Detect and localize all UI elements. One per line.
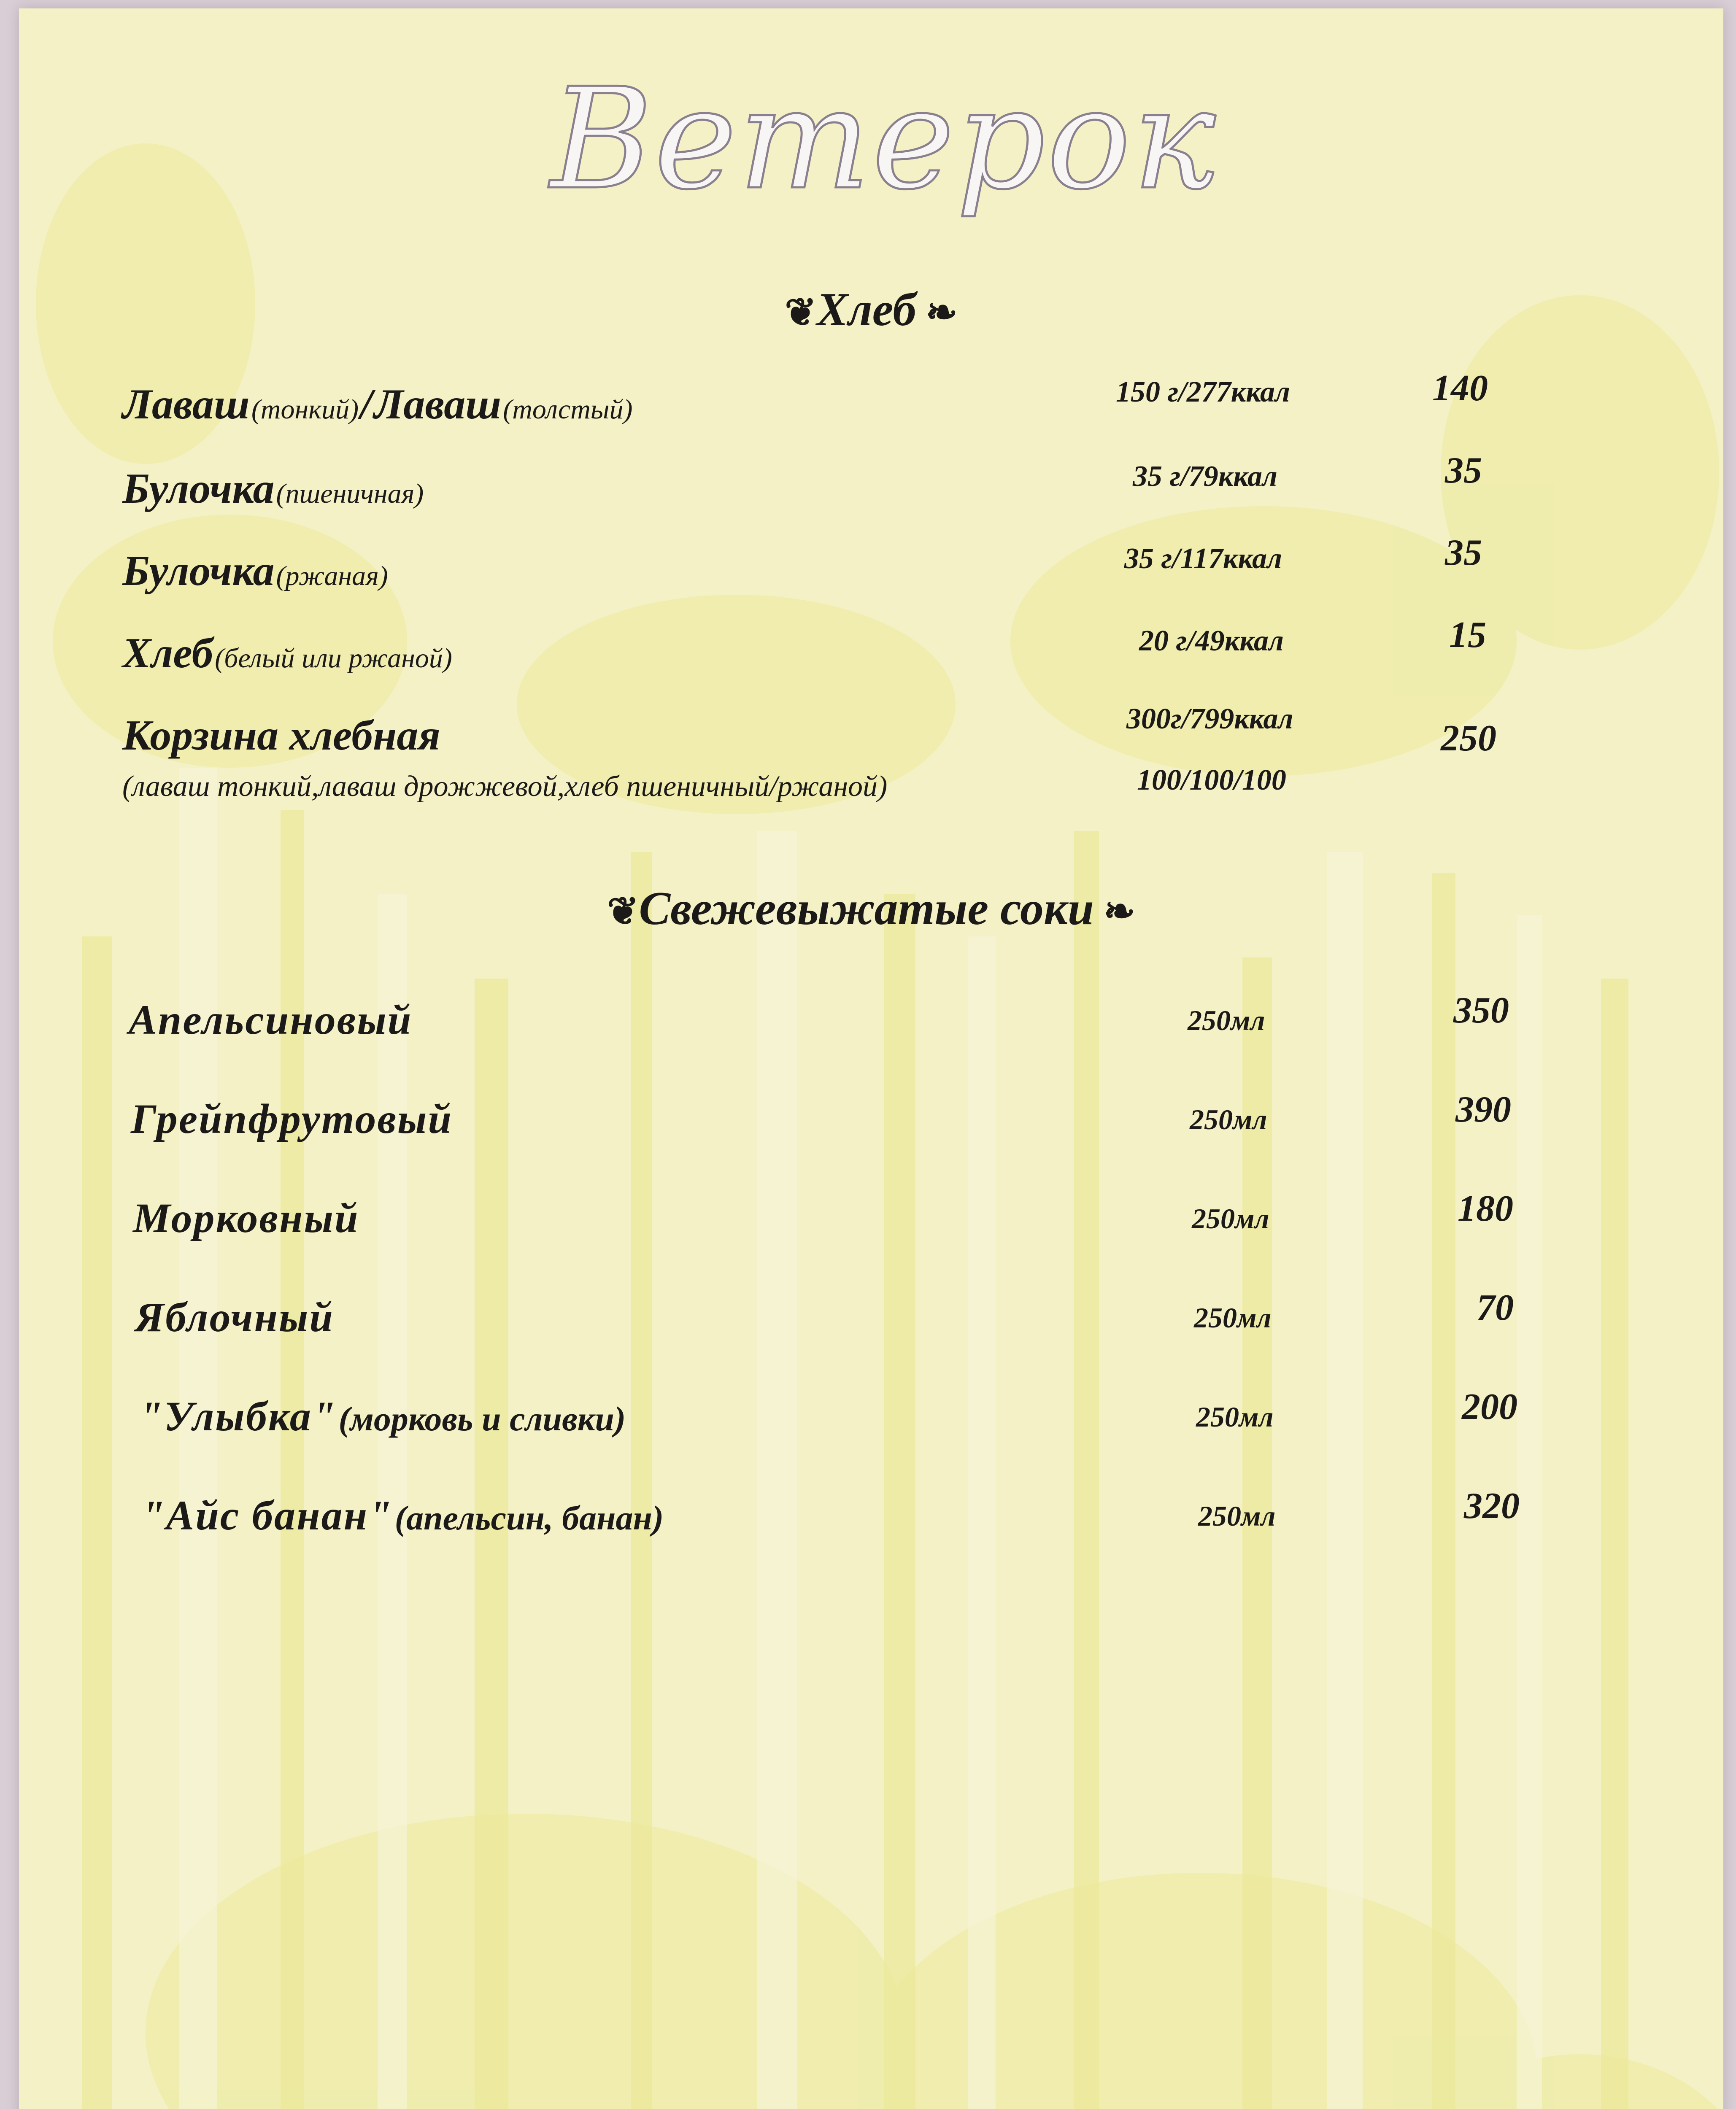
item-note: (пшеничная) (276, 478, 424, 509)
item-name: Корзина хлебная (122, 712, 440, 759)
item-name: Лаваш (374, 380, 502, 428)
menu-item-bread-basket (122, 711, 440, 760)
item-separator: / (360, 380, 373, 428)
item-name: Булочка (122, 465, 275, 512)
item-name: Хлеб (122, 629, 213, 677)
menu-item-juice-ice-banana (141, 1491, 664, 1540)
item-price: 70 (1477, 1287, 1514, 1328)
menu-item-juice-ulybka (139, 1392, 626, 1440)
item-weight: 300г/799ккал (1126, 703, 1293, 735)
item-name: "Айс банан" (141, 1492, 393, 1539)
menu-item-bun-wheat (122, 464, 424, 513)
item-volume: 250мл (1188, 1004, 1265, 1036)
item-weight-split: 100/100/100 (1137, 764, 1286, 796)
item-volume: 250мл (1194, 1302, 1272, 1334)
item-name: Булочка (122, 547, 275, 595)
item-volume: 250мл (1192, 1203, 1269, 1235)
item-price: 250 (1441, 718, 1496, 759)
item-description-text: (лаваш тонкий,лаваш дрожжевой,хлеб пшеничный/ржаной) (122, 770, 888, 803)
section-title-juices (19, 882, 1723, 936)
item-note: (ржаная) (276, 561, 388, 591)
item-price: 35 (1445, 532, 1482, 573)
menu-item-juice-orange: Апельсиновый (129, 996, 413, 1043)
menu-item-juice-grapefruit: Грейпфрутовый (131, 1095, 453, 1142)
item-note: (толстый) (503, 394, 633, 425)
menu-item-juice-carrot: Морковный (133, 1195, 359, 1241)
item-price: 390 (1455, 1089, 1511, 1130)
item-note: (тонкий) (251, 394, 359, 425)
item-description (122, 770, 887, 804)
item-price: 35 (1445, 450, 1482, 491)
item-price: 350 (1453, 990, 1509, 1031)
item-name: "Улыбка" (139, 1393, 337, 1440)
ornament-right-icon: ❧ (1094, 891, 1135, 933)
item-note: (апельсин, банан) (394, 1499, 664, 1537)
item-weight: 35 г/117ккал (1124, 542, 1282, 575)
item-volume: 250мл (1196, 1401, 1274, 1433)
item-name: Лаваш (122, 380, 250, 428)
menu-item-bun-rye (122, 546, 388, 596)
ornament-left-icon: ❦ (607, 891, 639, 933)
item-price: 320 (1464, 1486, 1520, 1526)
item-price: 180 (1458, 1188, 1513, 1229)
item-price: 15 (1449, 615, 1486, 655)
section-title-bread (19, 283, 1723, 337)
item-weight: 35 г/79ккал (1133, 460, 1277, 493)
menu-page (19, 8, 1723, 2109)
menu-item-bread (122, 628, 452, 678)
brand-name: Ветерок (550, 58, 1218, 220)
item-volume: 250мл (1198, 1500, 1276, 1532)
item-note: (белый или ржаной) (215, 643, 452, 674)
item-note: (морковь и сливки) (338, 1400, 626, 1438)
item-weight: 20 г/49ккал (1139, 625, 1284, 657)
menu-item-lavash (122, 380, 632, 429)
brand-logo (483, 30, 1285, 266)
item-price: 200 (1462, 1386, 1517, 1427)
item-price: 140 (1432, 368, 1488, 409)
ornament-right-icon: ❧ (916, 292, 958, 334)
menu-item-juice-apple: Яблочный (135, 1294, 335, 1340)
item-volume: 250мл (1190, 1103, 1267, 1135)
section-title-text: Хлеб (816, 283, 916, 336)
ornament-left-icon: ❦ (785, 292, 817, 334)
item-weight: 150 г/277ккал (1116, 376, 1290, 408)
section-title-text: Свежевыжатые соки (639, 882, 1094, 935)
